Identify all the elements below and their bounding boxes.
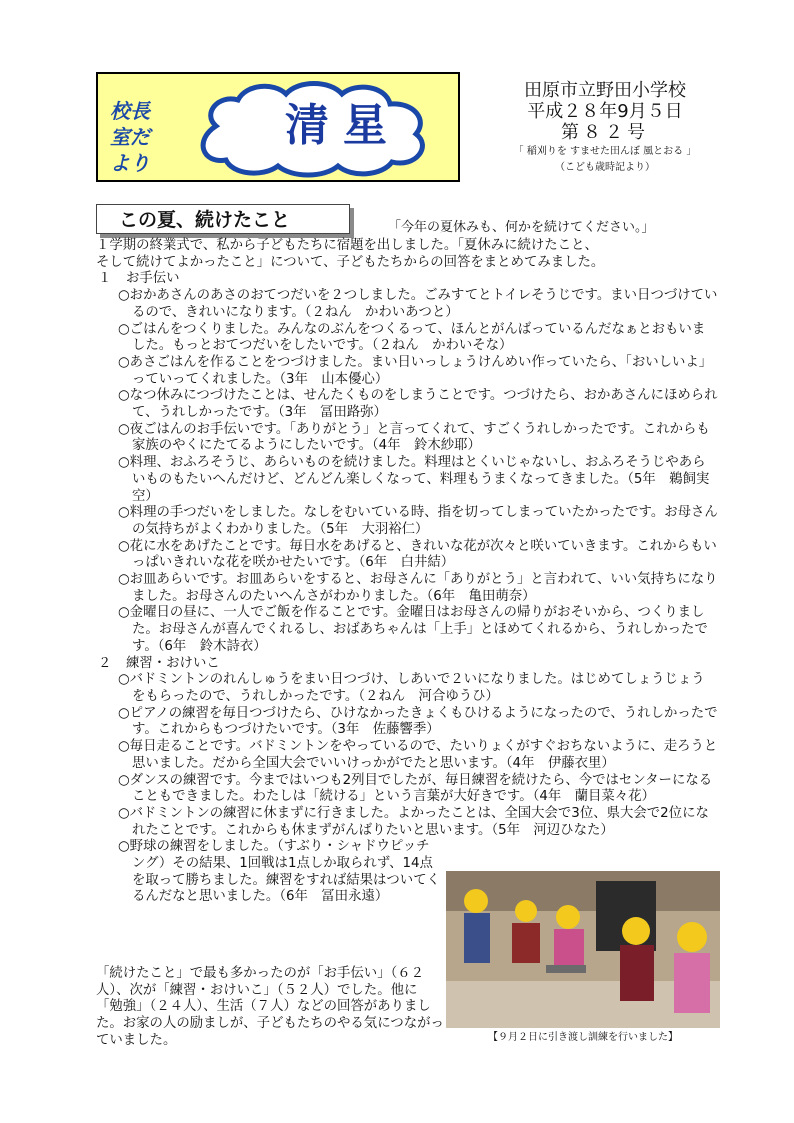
issue-number: 第８２号 <box>561 122 649 143</box>
list-item: ○料理、おふろそうじ、あらいものを続けました。料理はとくいじゃないし、おふろそうじやあらいものもたいへんだけど、どんどん楽しくなって、料理もうまくなってきました。（5年 鵜飼実空） <box>118 455 710 504</box>
intro-line: １学期の終業式で、私から子どもたちに宿題を出しました。「夏休みに続けたこと、 <box>96 238 598 253</box>
intro-line: そして続けてよかったこと」について、子どもたちからの回答をまとめてみました。 <box>96 254 605 270</box>
list-item: ○なつ休みにつづけたことは、せんたくものをしまうことです。つづけたら、おかあさんにほめられて、うれしかったです。（3年 冨田路弥） <box>118 388 718 421</box>
summary-paragraph <box>96 966 444 1050</box>
school-name: 田原市立野田小学校 <box>524 80 686 101</box>
list-item: ○毎日走ることです。バドミントンをやっているので、たいりょくがすぐおちないように、走ろうと思いました。だから全国大会でいいけっかがでたと思います。（4年 伊藤衣里） <box>118 739 718 771</box>
photo-illustration <box>446 871 720 1028</box>
category-number: ２ <box>98 655 112 671</box>
list-item: ○野球の練習をしました。（すぶり・シャドウピッチング）その結果、1回戦は1点しか取られず、14点を取って勝ちました。練習をすれば結果はついてくるんだなと思いました。（6年 冨田永遠） <box>118 839 440 905</box>
haiku-source: （こども歳時記より） <box>555 162 655 173</box>
issue-date: 平成２８年9月５日 <box>527 101 683 122</box>
section-category-label: 校長室だより <box>110 99 150 175</box>
list-item: ○ピアノの練習を毎日つづけたら、ひけなかったきょくもひけるようになったので、うれしかったです。これからもつづけたいです。（3年 佐藤響季） <box>118 705 718 738</box>
list-item: ○バドミントンの練習に休まずに行きました。よかったことは、全国大会で3位、県大会で2位になれたことです。これからも休まずがんばりたいと思います。（5年 河辺ひなた） <box>118 805 709 838</box>
evacuation-drill-photo <box>446 871 720 1028</box>
category-heading <box>96 271 718 288</box>
intro-paragraph <box>96 238 718 271</box>
list-item: ○バドミントンのれんしゅうをまい日つづけ、しあいで２いになりました。はじめてしょうじょうをもらったので、うれしかったです。（２ねん 河合ゆうひ） <box>118 672 705 704</box>
list-item: ○ごはんをつくりました。みんなのぶんをつくるって、ほんとがんばっているんだなぁとおもいました。もっとおてつだいをしたいです。（２ねん かわいそな） <box>118 321 706 354</box>
summary-text: 「続けたこと」で最も多かったのが「お手伝い」（６２人）、次が「練習・おけいこ」（５２人）でした。他に「勉強」（２４人）、生活（７人）などの回答がありました。お家の人の励ましが、子どもたちのやる気につながっていました。 <box>96 966 444 1048</box>
article-heading: この夏、続けたこと <box>96 204 350 234</box>
list-item: ○夜ごはんのお手伝いです。「ありがとう」と言ってくれて、すごくうれしかったです。これからも家族のやくにたてるようにしたいです。（4年 鈴木紗耶） <box>118 421 710 454</box>
category-number: １ <box>98 271 112 287</box>
haiku: 「 稲刈りを すませた田んぼ 風とおる 」 <box>513 146 697 157</box>
list-item: ○ダンスの練習です。今まではいつも2列目でしたが、毎日練習を続けたら、今ではセンターになることもできました。わたしは「続ける」という言葉が大好きです。（4年 蘭目菜々花） <box>118 772 713 805</box>
category-title: お手伝い <box>126 271 180 287</box>
issue-info <box>480 80 730 176</box>
list-item: ○あさごはんを作ることをつづけました。まい日いっしょうけんめい作っていたら、「おいしいよ」っていってくれました。（3年 山本優心） <box>118 354 713 387</box>
article-body <box>96 238 718 906</box>
list-item: ○花に水をあげたことです。毎日水をあげると、きれいな花が次々と咲いていきます。これからもいっぱいきれいな花を咲かせたいです。（6年 白井結） <box>118 538 717 571</box>
list-item: ○料理の手つだいをしました。なしをむいている時、指を切ってしまっていたかったです。お母さんの気持ちがよくわかりました。（5年 大羽裕仁） <box>118 505 718 537</box>
masthead-box <box>96 72 460 182</box>
category-heading <box>96 656 718 673</box>
category-title: 練習・おけいこ <box>126 655 220 671</box>
newsletter-title: 清星 <box>285 100 401 151</box>
photo-caption: 【９月２日に引き渡し訓練を行いました】 <box>488 1032 678 1043</box>
prompt-quote: 「今年の夏休みも、何かを続けてください。」 <box>388 220 655 235</box>
list-item: ○おかあさんのあさのおてつだいを２つしました。ごみすてとトイレそうじです。まい日つづけているので、きれいになります。（２ねん かわいあつと） <box>118 288 718 320</box>
list-item: ○金曜日の昼に、一人でご飯を作ることです。金曜日はお母さんの帰りがおそいから、つくりました。お母さんが喜んでくれるし、おばあちゃんは「上手」とほめてくれるから、うれしかったです。（6年 鈴木詩衣） <box>118 605 708 654</box>
list-item: ○お皿あらいです。お皿あらいをすると、お母さんに「ありがとう」と言われて、いい気持ちになりました。お母さんのたいへんさがわかりました。（6年 亀田萌奈） <box>118 572 718 604</box>
